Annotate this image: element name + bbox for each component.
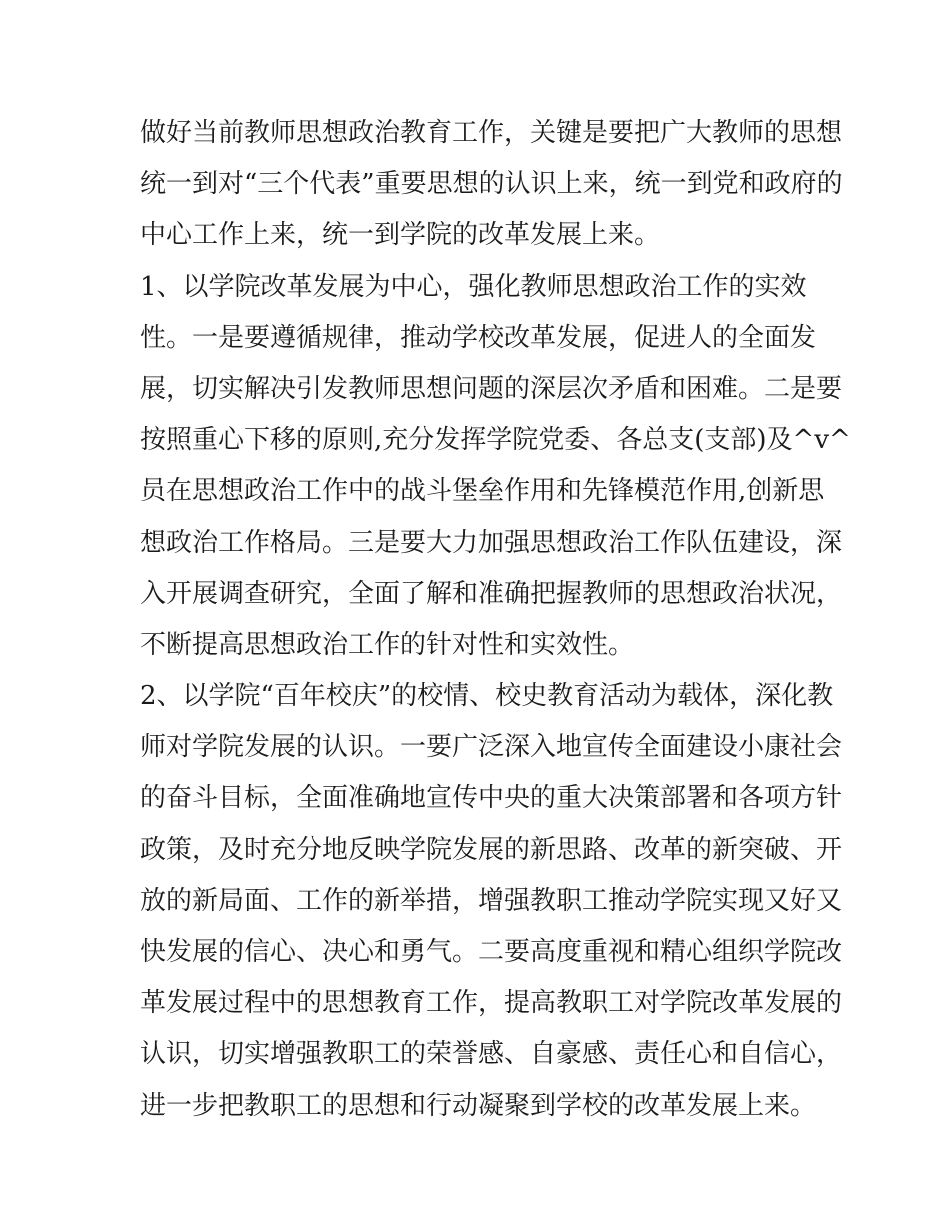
text-line: 按照重心下移的原则,充分发挥学院党委、各总支(支部)及^v^ [140,425,851,456]
text-line: 快发展的信心、决心和勇气。二要高度重视和精心组织学院改 [140,937,843,967]
text-line: 进一步把教职工的思想和行动凝聚到学校的改革发展上来。 [140,1090,817,1121]
text-line: 1、以学院改革发展为中心，强化教师思想政治工作的实效 [140,271,807,302]
text-line: 入开展调查研究，全面了解和准确把握教师的思想政治状况， [140,578,843,609]
text-line: 师对学院发展的认识。一要广泛深入地宣传全面建设小康社会 [140,732,843,763]
text-line: 统一到对“三个代表”重要思想的认识上来，统一到党和政府的 [140,169,843,200]
text-line: 员在思想政治工作中的战斗堡垒作用和先锋模范作用,创新思 [140,476,825,507]
text-line: 政策，及时充分地反映学院发展的新思路、改革的新突破、开 [140,834,843,865]
text-line: 想政治工作格局。三是要大力加强思想政治工作队伍建设，深 [140,527,843,558]
text-line: 革发展过程中的思想教育工作，提高教职工对学院改革发展的 [140,988,843,1019]
text-line: 2、以学院“百年校庆”的校情、校史教育活动为载体，深化教 [140,681,834,712]
text-line: 展，切实解决引发教师思想问题的深层次矛盾和困难。二是要 [140,373,843,404]
text-line: 做好当前教师思想政治教育工作，关键是要把广大教师的思想 [140,118,843,148]
text-line: 认识，切实增强教职工的荣誉感、自豪感、责任心和自信心， [140,1039,843,1070]
text-line: 不断提高思想政治工作的针对性和实效性。 [140,629,635,660]
text-line: 放的新局面、工作的新举措，增强教职工推动学院实现又好又 [140,885,843,916]
text-line: 性。一是要遵循规律，推动学校改革发展，促进人的全面发 [140,322,817,353]
text-line: 的奋斗目标，全面准确地宣传中央的重大决策部署和各项方针 [140,783,843,814]
body-text [140,108,851,1132]
text-line: 中心工作上来，统一到学院的改革发展上来。 [140,220,661,251]
